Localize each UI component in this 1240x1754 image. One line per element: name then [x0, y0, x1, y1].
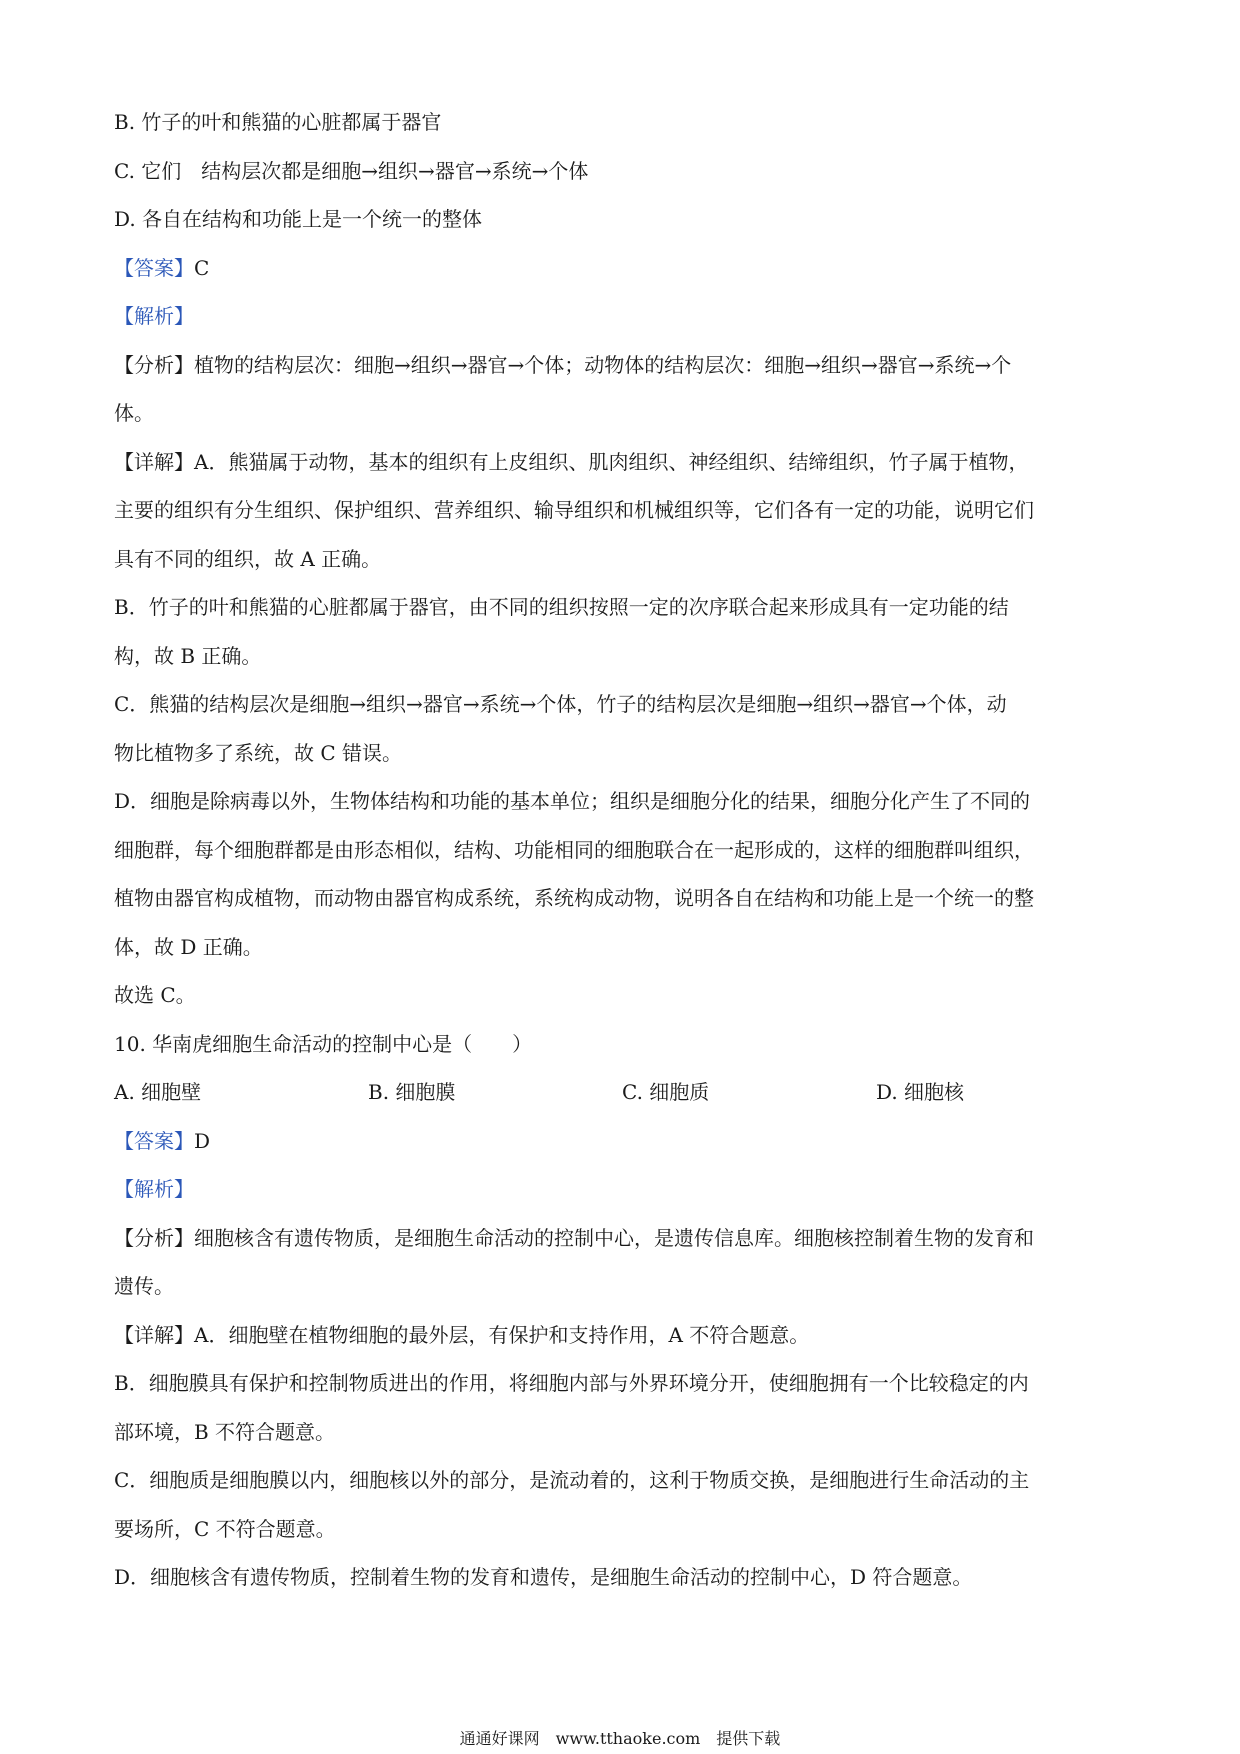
document-page: [114, 98, 1134, 1602]
explain-d-line-2: 细胞群，每个细胞群都是由形态相似，结构、功能相同的细胞联合在一起形成的，这样的细胞群叫组织，: [114, 837, 1034, 862]
xiangjie-text: A．熊猫属于动物，基本的组织有上皮组织、肌肉组织、神经组织、结缔组织，竹子属于植物，: [194, 449, 1029, 474]
explain-c-line-1: C．细胞质是细胞膜以内，细胞核以外的部分，是流动着的，这利于物质交换，是细胞进行生命活动的主: [114, 1468, 1030, 1492]
question-10-option-b: B. 细胞膜: [368, 1080, 456, 1104]
explain-c-line-2: 物比植物多了系统，故 C 错误。: [114, 740, 403, 765]
analysis-line-1: [114, 292, 1134, 341]
analysis-line-2: [114, 1165, 1134, 1214]
xiangjie-line-1a: [114, 438, 1134, 487]
explain-c-line-1: C．熊猫的结构层次是细胞→组织→器官→系统→个体，竹子的结构层次是细胞→组织→器官→个体，动: [114, 692, 1007, 716]
explain-b-line-2: 构，故 B 正确。: [114, 643, 262, 668]
page-footer: 通通好课网 www.tthaoke.com 提供下载: [459, 1729, 781, 1748]
fenxi-tag: 【分析】: [114, 1225, 194, 1250]
explain-c-line-2: 要场所，C 不符合题意。: [114, 1516, 336, 1541]
explain-d-line-3: 植物由器官构成植物，而动物由器官构成系统，系统构成动物，说明各自在结构和功能上是一个统一的整: [114, 886, 1034, 910]
explain-d-line-1: D．细胞核含有遗传物质，控制着生物的发育和遗传，是细胞生命活动的控制中心，D 符合题意。: [114, 1565, 973, 1589]
xiangjie-line-1b: 主要的组织有分生组织、保护组织、营养组织、输导组织和机械组织等，它们各有一定的功能，说明它们: [114, 498, 1034, 522]
fenxi-line-2a: [114, 1214, 1134, 1263]
question-10-option-c: C. 细胞质: [622, 1080, 710, 1104]
xiangjie-line-1c: 具有不同的组织，故 A 正确。: [114, 546, 382, 571]
answer-line-2: [114, 1117, 1134, 1166]
xiangjie-text: A．细胞壁在植物细胞的最外层，有保护和支持作用，A 不符合题意。: [194, 1322, 810, 1347]
explain-d-line-4: 体，故 D 正确。: [114, 934, 263, 959]
fenxi-line-2b: 遗传。: [114, 1274, 174, 1298]
answer-tag: 【答案】: [114, 1128, 194, 1153]
xiangjie-tag: 【详解】: [114, 1322, 194, 1347]
question-10-options: [114, 1068, 1134, 1117]
answer-value: D: [194, 1128, 211, 1153]
analysis-tag: 【解析】: [114, 1177, 194, 1201]
xiangjie-line-2a: [114, 1311, 1134, 1360]
explain-b-line-2: 部环境，B 不符合题意。: [114, 1419, 336, 1444]
explain-b-line-1: B．竹子的叶和熊猫的心脏都属于器官，由不同的组织按照一定的次序联合起来形成具有一定功能的结: [114, 595, 1009, 619]
explain-d-line-1: D．细胞是除病毒以外，生物体结构和功能的基本单位；组织是细胞分化的结果，细胞分化产生了不同的: [114, 789, 1031, 813]
question-10-option-a: A. 细胞壁: [114, 1080, 202, 1104]
fenxi-tag: 【分析】: [114, 352, 194, 377]
conclusion-line: 故选 C。: [114, 983, 196, 1007]
xiangjie-tag: 【详解】: [114, 449, 194, 474]
fenxi-line-1a: [114, 341, 1134, 390]
question-10-stem: 10. 华南虎细胞生命活动的控制中心是（ ）: [114, 1031, 533, 1056]
answer-line-1: [114, 244, 1134, 293]
answer-value: C: [194, 255, 210, 280]
fenxi-text: 细胞核含有遗传物质，是细胞生命活动的控制中心，是遗传信息库。细胞核控制着生物的发育和: [194, 1225, 1034, 1250]
answer-tag: 【答案】: [114, 255, 194, 280]
option-d-line: D. 各自在结构和功能上是一个统一的整体: [114, 207, 483, 231]
analysis-tag: 【解析】: [114, 304, 194, 328]
option-c-line: C. 它们 结构层次都是细胞→组织→器官→系统→个体: [114, 158, 589, 183]
explain-b-line-1: B．细胞膜具有保护和控制物质进出的作用，将细胞内部与外界环境分开，使细胞拥有一个比较稳定的内: [114, 1371, 1029, 1395]
question-10-option-d: D. 细胞核: [876, 1080, 965, 1104]
option-b-line: B. 竹子的叶和熊猫的心脏都属于器官: [114, 110, 442, 134]
fenxi-line-1b: 体。: [114, 401, 154, 425]
fenxi-text: 植物的结构层次：细胞→组织→器官→个体；动物体的结构层次：细胞→组织→器官→系统→个: [194, 352, 1012, 377]
